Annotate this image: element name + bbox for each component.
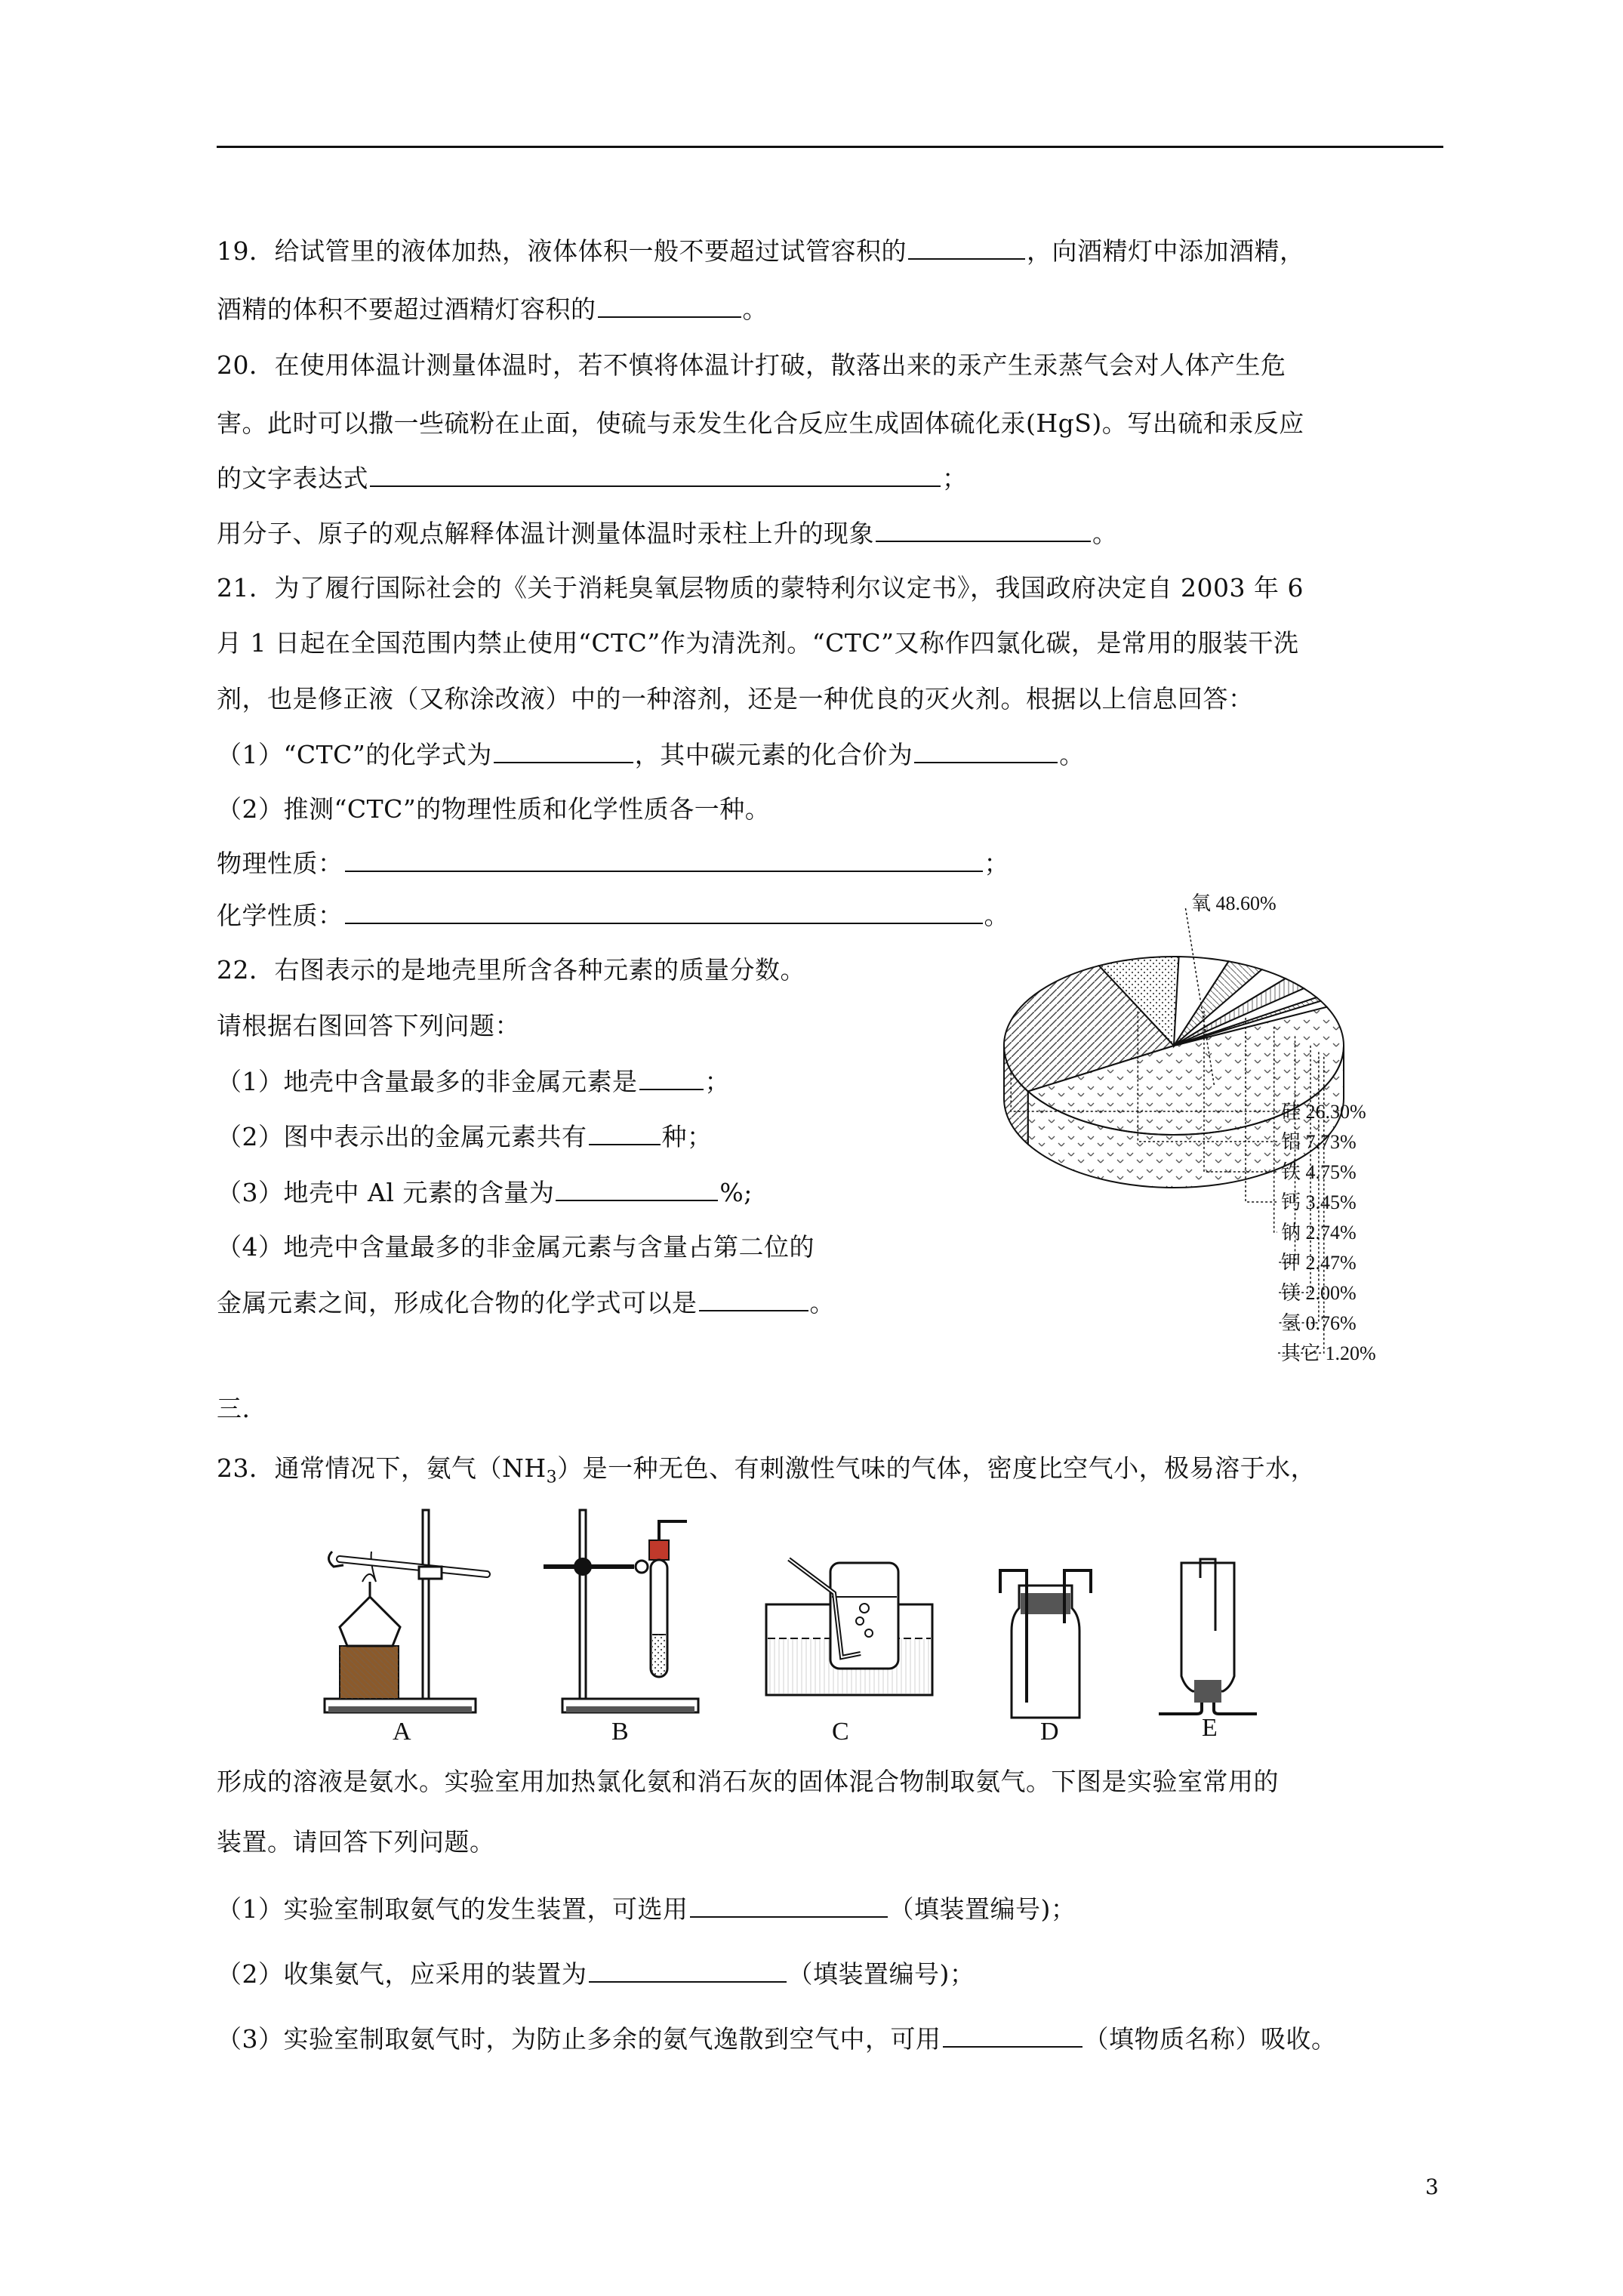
apparatus-b-test-tube-stand <box>536 1506 702 1721</box>
apparatus-e-inverted-bottle <box>1155 1555 1261 1721</box>
apparatus-label-a: A <box>393 1718 411 1746</box>
label-oxygen: 氧 48.60% <box>1191 892 1277 914</box>
section-3-heading: 三. <box>217 1394 251 1423</box>
q22-part3: （3）地壳中 Al 元素的含量为 %; <box>217 1178 753 1207</box>
apparatus-a-heating-setup <box>317 1506 498 1721</box>
apparatus-label-c: C <box>832 1718 849 1746</box>
label-other: 其它 1.20% <box>1281 1342 1376 1364</box>
q22-line1: 22．右图表示的是地壳里所含各种元素的质量分数。 <box>217 955 805 985</box>
q21-line2: 月 1 日起在全国范围内禁止使用“CTC”作为清洗剂。“CTC”又称作四氯化碳，是常用的服装干洗 <box>217 628 1299 658</box>
label-aluminum: 铝 7.73% <box>1281 1131 1357 1153</box>
answer-blank[interactable] <box>876 518 1091 542</box>
q21-chemical: 化学性质： 。 <box>217 901 1009 930</box>
answer-blank[interactable] <box>908 236 1025 260</box>
answer-blank[interactable] <box>639 1066 704 1090</box>
q21-line3: 剂，也是修正液（又称涂改液）中的一种溶剂，还是一种优良的灭火剂。根据以上信息回答： <box>217 684 1254 713</box>
label-iron: 铁 4.75% <box>1281 1161 1357 1183</box>
q20-line4: 用分子、原子的观点解释体温计测量体温时汞柱上升的现象 。 <box>217 519 1118 548</box>
q22-line2: 请根据右图回答下列问题： <box>217 1011 520 1040</box>
label-potassium: 钾 2.47% <box>1281 1252 1357 1274</box>
q20-line2: 害。此时可以撒一些硫粉在止面，使硫与汞发生化合反应生成固体硫化汞(HgS)。写出硫和汞反应 <box>217 408 1304 438</box>
q23-line2: 形成的溶液是氨水。实验室用加热氯化氨和消石灰的固体混合物制取氨气。下图是实验室常用的 <box>217 1767 1279 1796</box>
q21-physical: 物理性质： ； <box>217 849 1009 878</box>
q19-line1: 19．给试管里的液体加热，液体体积一般不要超过试管容积的 ，向酒精灯中添加酒精， <box>217 236 1305 266</box>
q21-part2: （2）推测“CTC”的物理性质和化学性质各一种。 <box>217 794 771 824</box>
apparatus-d-gas-bottle <box>996 1563 1095 1721</box>
answer-blank[interactable] <box>589 1959 787 1983</box>
q21-line1: 21．为了履行国际社会的《关于消耗臭氧层物质的蒙特利尔议定书》，我国政府决定自 2003 年 6 <box>217 573 1304 603</box>
q22-part4: （4）地壳中含量最多的非金属元素与含量占第二位的 <box>217 1232 815 1262</box>
label-magnesium: 镁 2.00% <box>1281 1282 1357 1304</box>
q23-line1: 23．通常情况下，氨气$(NH_3)$是一种无色、有刺激性气味的气体，密度比空气小，极易溶于水， <box>217 1453 1317 1487</box>
apparatus-c-water-trough <box>759 1552 940 1699</box>
answer-blank[interactable] <box>690 1894 888 1918</box>
q23-part1: （1）实验室制取氨气的发生装置，可选用 （填装置编号)； <box>217 1894 1076 1924</box>
answer-blank[interactable] <box>914 739 1058 763</box>
label-hydrogen: 氢 0.76% <box>1281 1312 1357 1334</box>
q22-part2: （2）图中表示出的金属元素共有 种； <box>217 1122 713 1151</box>
answer-blank[interactable] <box>345 900 983 924</box>
answer-blank[interactable] <box>699 1287 808 1311</box>
q21-part1: （1）“CTC”的化学式为 ，其中碳元素的化合价为 。 <box>217 740 1085 769</box>
page-number: 3 <box>1425 2174 1439 2199</box>
q19-line2: 酒精的体积不要超过酒精灯容积的 。 <box>217 294 768 324</box>
q20-line1: 20．在使用体温计测量体温时，若不慎将体温计打破，散落出来的汞产生汞蒸气会对人体产生危 <box>217 350 1286 380</box>
q22-part1: （1）地壳中含量最多的非金属元素是 ； <box>217 1067 730 1096</box>
q22-part5: 金属元素之间，形成化合物的化学式可以是 。 <box>217 1288 835 1318</box>
label-sodium: 钠 2.74% <box>1281 1222 1357 1244</box>
q20-line3: 的文字表达式 ； <box>217 464 968 493</box>
q23-line3: 装置。请回答下列问题。 <box>217 1827 495 1857</box>
apparatus-label-e: E <box>1202 1714 1218 1742</box>
answer-blank[interactable] <box>943 2023 1083 2048</box>
answer-blank[interactable] <box>370 463 941 487</box>
header-rule <box>217 146 1443 148</box>
answer-blank[interactable] <box>598 294 741 318</box>
q23-part3: （3）实验室制取氨气时，为防止多余的氨气逸散到空气中，可用 （填物质名称）吸收。 <box>217 2024 1337 2054</box>
apparatus-label-d: D <box>1040 1718 1059 1746</box>
answer-blank[interactable] <box>494 739 633 763</box>
label-silicon: 硅 26.30% <box>1281 1101 1366 1123</box>
apparatus-label-b: B <box>611 1718 629 1746</box>
answer-blank[interactable] <box>589 1121 661 1145</box>
answer-blank[interactable] <box>345 848 983 872</box>
answer-blank[interactable] <box>556 1177 718 1201</box>
label-calcium: 钙 3.45% <box>1281 1191 1357 1213</box>
q23-part2: （2）收集氨气，应采用的装置为 （填装置编号)； <box>217 1959 975 1989</box>
